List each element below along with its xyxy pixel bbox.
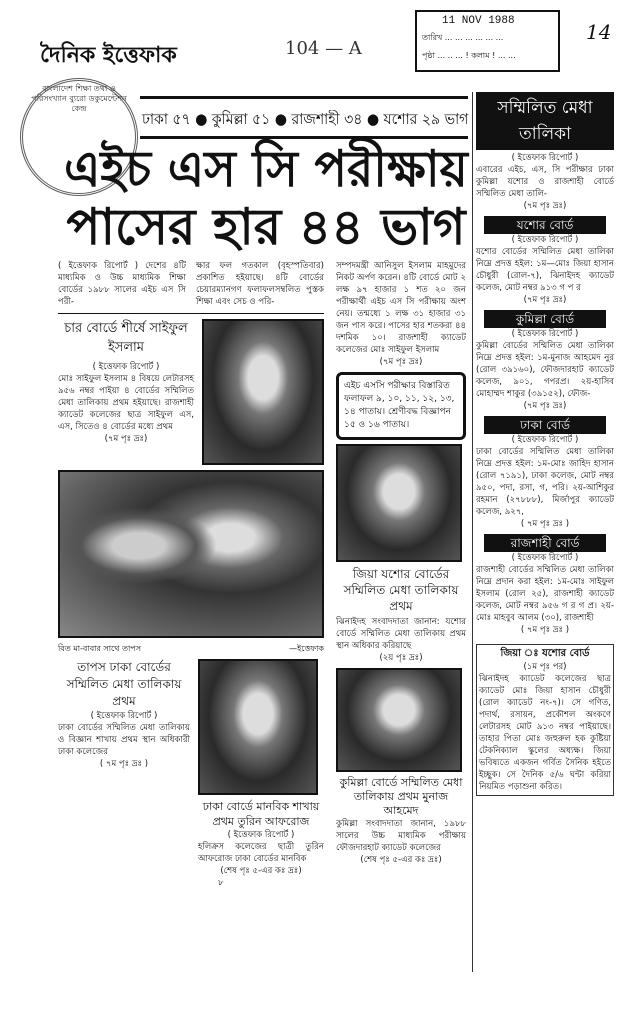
date-label-text: তারিখ ... ... ... ... ... ...: [422, 33, 504, 42]
board-ref: ( ৭ম পৃঃ দ্রঃ ): [520, 625, 570, 635]
tapas-ref: ( ৭ম পৃঃ দ্রঃ ): [99, 759, 149, 769]
date-label: [422, 32, 553, 44]
board-section: [476, 416, 614, 530]
turin-source: ( ইত্তেফাক রিপোর্ট ): [227, 830, 295, 840]
stamp-text: বাংলাদেশ শিক্ষা তথ্য ও পরিসংখ্যান ব্যুরো ডকুমেন্টেশন কেন্দ্র: [31, 84, 127, 113]
page-label: [422, 50, 553, 62]
board-source: ( ইত্তেফাক রিপোর্ট ): [511, 235, 579, 245]
divider: [140, 96, 468, 99]
turin-article: [198, 799, 324, 889]
zia-title: জিয়া যশোর বোর্ডের সম্মিলিত মেধা তালিকায় প্রথম: [343, 567, 459, 613]
tapas-family-photo: [58, 470, 324, 638]
saiful-title: চার বোর্ডে শীর্ষে সাইফুল ইসলাম: [64, 321, 188, 355]
photo-credit: —ইত্তেফাক: [289, 644, 324, 653]
file-number: [285, 38, 395, 59]
page-mark: 14: [586, 20, 612, 44]
photo-caption: বিত মা-বাবার সাথে তাপস: [58, 644, 142, 653]
zia-body: ঝিনাইদহ সংবাদদাতা জানান: যশোর বোর্ডে সম্মিলিত মেধা তালিকায় প্রথম স্থান অধিকার করিয়াছে: [336, 617, 466, 651]
board-section: [476, 310, 614, 412]
headline-line1: [64, 140, 468, 198]
zia-article: [336, 566, 466, 664]
masthead-title-text: দৈনিক ইত্তেফাক: [40, 43, 177, 68]
munaj-photo: [336, 668, 462, 772]
divider: [140, 136, 468, 139]
board-heading: ঢাকা বোর্ড: [484, 416, 606, 434]
board-section: [476, 534, 614, 636]
saiful-source: ( ইত্তেফাক রিপোর্ট ): [92, 362, 160, 372]
board-body: রাজশাহী বোর্ডের সম্মিলিত মেধা তালিকা নিম্নে প্রদান করা হইল: ১ম-মোঃ সাইফুল ইসলাম (রোল ২৫), রাজশাহী ক্যাডেট কলেজ, মোট নম্বর ৯৫৬ গ র গ প্র। ২য়-মোঃ মাহবুব আলম (৩০), রাজশাহী: [476, 565, 614, 623]
zia-cont-body: ঝিনাইদহ ক্যাডেট কলেজের ছাত্র ক্যাডেট মোঃ জিয়া হাসান চৌধুরী (রোল ক্যাডেট নং-৭)। সে গণিত, পদার্থ, রসায়ন, প্রকৌশল অংকণে লেটারসহ মোট ৯১৩ নম্বর পাইয়াছে। তাহার পিতা মোঃ জহুরুল হক কুষ্টিয়া টেকনিক্যাল স্কুলের অধ্যক্ষ। জিয়া ভবিষ্যতে একজন গর্বিত সৈনিক হইতে ইচ্ছুক। সে দৈনিক ৫/৬ ঘন্টা করিয়া নিয়মিত পড়াশুনা করিত।: [479, 674, 611, 792]
board-source: ( ইত্তেফাক রিপোর্ট ): [511, 553, 579, 563]
board-source: ( ইত্তেফাক রিপোর্ট ): [511, 329, 579, 339]
column-rule: [472, 92, 473, 972]
sidebar-intro-source: ( ইত্তেফাক রিপোর্ট ): [511, 153, 579, 163]
munaj-ref: (শেষ পৃঃ ৫-এর কঃ দ্রঃ): [360, 855, 442, 865]
footer-mark: ৮: [218, 878, 224, 888]
tapas-article: [58, 659, 190, 770]
saiful-row: [58, 319, 324, 465]
divider: [58, 313, 324, 314]
tapas-source: ( ইত্তেফাক রিপোর্ট ): [90, 711, 158, 721]
masthead-title: [40, 38, 240, 75]
sidebar-intro-body: এবারের এইচ, এস, সি পরীক্ষার ঢাকা কুমিল্লা যশোর ও রাজশাহী বোর্ডে সম্মিলিত মেধা তালি-: [476, 165, 614, 199]
photo-caption-row: [58, 643, 324, 654]
file-number-text: 104 — A: [285, 38, 362, 59]
saiful-ref: (৭ম পৃঃ দ্রঃ): [104, 434, 148, 444]
board-section: [476, 216, 614, 306]
page-label-text: পৃষ্ঠা ... .. ... ! কলাম ! ... ...: [422, 51, 516, 60]
board-heading: যশোর বোর্ড: [484, 216, 606, 234]
sidebar: [476, 92, 614, 796]
munaj-body: কুমিল্লা সংবাদদাতা জানান, ১৯৮৮ সালের উচ্চ মাধ্যমিক পরীক্ষায় ফৌজদারহাট ক্যাডেট কলেজের: [336, 819, 466, 853]
zia-cont-title: জিয়া ঃ যশোর বোর্ড: [500, 648, 590, 659]
munaj-article: [336, 776, 466, 866]
lead-col3: [336, 260, 466, 368]
saiful-body: মোঃ সাইফুল ইসলাম ৪ বিষয়ে লেটারসহ ৯৫৬ নম্বর পাইয়া ৪ বোর্ডের সম্মিলিত মেধা তালিকায় প্রথম হইয়াছে। রাজশাহী ক্যাডেট কলেজের ছাত্র সাইফুল এস, এস, সিতেও ৪ বোর্ডের মধ্যে প্রথম: [58, 374, 194, 432]
middle-column: [336, 260, 466, 866]
saiful-photo: [202, 319, 324, 465]
zia-continuation: [476, 644, 614, 796]
board-ref: (৭ম পৃঃ দ্রঃ): [523, 295, 567, 305]
sidebar-title: সম্মিলিত মেধা তালিকা: [476, 92, 614, 150]
lead-col1: ( ইত্তেফাক রিপোর্ট ) দেশের ৪টি মাধ্যমিক ও উচ্চ মাধ্যমিক শিক্ষা বোর্ডের ১৯৮৮ সালের এইচ এস সি পরী-: [58, 261, 186, 307]
headline-line2-text: পাসের হার ৪৪ ভাগ: [66, 198, 466, 256]
saiful-article: [58, 319, 194, 445]
turin-title: ঢাকা বোর্ডে মানবিক শাখায় প্রথম তুরিন আফরোজ: [202, 800, 320, 828]
turin-column: [198, 659, 324, 889]
inside-pages-box: এইচ এসসি পরীক্ষার বিস্তারিত ফলাফল ৯, ১০, ১১, ১২, ১৩, ১৪ পাতায়। শ্রেণীবদ্ধ বিজ্ঞাপন ১৫ ও ১৬ পাতায়।: [336, 372, 466, 440]
sidebar-intro-ref: (৭ম পৃঃ দ্রঃ): [523, 201, 567, 211]
date-stamp-text: 11 NOV 1988: [442, 15, 515, 27]
left-block: [58, 260, 324, 889]
board-body: কুমিল্লা বোর্ডের সম্মিলিত মেধা তালিকা নিম্নে প্রদত্ত হইল: ১ম-মুনাজ আহমেদ নুর (রোল ৩৯১৬০), ফৌজদারহাট ক্যাডেট কলেজ, ৯০১, গপরপ্র। ২য়-হাসিব মোহাম্মদ শাকুর (৩৯১৫২), ফৌজ-: [476, 341, 614, 399]
lead-col3-ref: (৭ম পৃঃ দ্রঃ): [379, 357, 423, 367]
zia-ref: (২য় পৃঃ দ্রঃ): [379, 653, 423, 663]
lead-col2: ক্ষার ফল গতকাল (বৃহস্পতিবার) প্রকাশিত হইয়াছে। ৪টি বোর্ডের চেয়ারম্যানগণ ফলাফলসম্বলিত পুস্তক শিক্ষা এবং সেচ ও পরি-: [196, 261, 324, 307]
board-body: যশোর বোর্ডের সম্মিলিত মেধা তালিকা নিম্নে প্রদত্ত হইল: ১ম—মোঃ জিয়া হাসান চৌধুরী (রোল-৭), ঝিনাইদহ ক্যাডেট কলেজ, মোট নম্বর ৯১৩ গ প র: [476, 247, 614, 293]
headline-line2: [64, 198, 468, 256]
board-source: ( ইত্তেফাক রিপোর্ট ): [511, 435, 579, 445]
turin-photo: [198, 659, 318, 795]
board-ref: (৭ম পৃঃ দ্রঃ): [523, 401, 567, 411]
lead-col3-text: সম্পদমন্ত্রী আনিসুল ইসলাম মাহমুদের নিকট অর্পণ করেন। ৪টি বোর্ডে মোট ২ লক্ষ ৯৭ হাজার ১ শত ২০ জন পরীক্ষার্থী এইচ এস সি পরীক্ষায় অংশ নেয়। তন্মধ্যে ১ লক্ষ ৩১ হাজার ৩১ জন পাস করে। পাসের হার শতকরা ৪৪ দশমিক ১০। রাজশাহী ক্যাডেট কলেজের মোঃ সাইফুল ইসলাম: [336, 261, 466, 355]
date-box: [415, 10, 560, 72]
board-body: ঢাকা বোর্ডের সম্মিলিত মেধা তালিকা নিম্নে প্রদত্ত হইল: ১ম-মোঃ জাহিদ হাসান (রোল ৭১৯১), ঢাকা কলেজ, মোট নম্বর ৯৫০, পদা, রসা, গ, পরি। ২য়-আশিকুর রহমান (২৭৮৮৮), মির্জাপুর ক্যাডেট কলেজ, ৯২৭,: [476, 447, 614, 517]
strap-text: ঢাকা ৫৭ ● কুমিল্লা ৫১ ● রাজশাহী ৩৪ ● যশোর ২৯ ভাগ: [142, 110, 469, 128]
tapas-title: তাপস ঢাকা বোর্ডের সম্মিলিত মেধা তালিকায় প্রথম: [66, 660, 182, 708]
zia-cont-sub: (১ম পৃঃ পর): [523, 662, 567, 672]
turin-body: হলিক্রস কলেজের ছাত্রী তুরিন আফরোজ ঢাকা বোর্ডের মানবিক: [198, 842, 324, 864]
board-heading: রাজশাহী বোর্ড: [484, 534, 606, 552]
tapas-body: ঢাকা বোর্ডের সম্মিলিত মেধা তালিকায় ও বিজ্ঞান শাখায় প্রথম স্থান অধিকারী ঢাকা কলেজের: [58, 723, 190, 757]
tapas-turin-row: [58, 659, 324, 889]
lead-row: [58, 260, 324, 308]
date-stamp: [422, 14, 553, 28]
board-list: [476, 216, 614, 636]
munaj-title: কুমিল্লা বোর্ডে সম্মিলিত মেধা তালিকায় প্রথম মুনাজ আহমেদ: [339, 776, 463, 817]
zia-photo: [336, 444, 462, 562]
strap-line: [142, 108, 468, 130]
turin-ref: (শেষ পৃঃ ৫-এর কঃ দ্রঃ): [220, 866, 302, 876]
headline-line1-text: এইচ এস সি পরীক্ষায়: [63, 140, 468, 198]
board-heading: কুমিল্লা বোর্ড: [484, 310, 606, 328]
board-ref: ( ৭ম পৃঃ দ্রঃ ): [520, 519, 570, 529]
